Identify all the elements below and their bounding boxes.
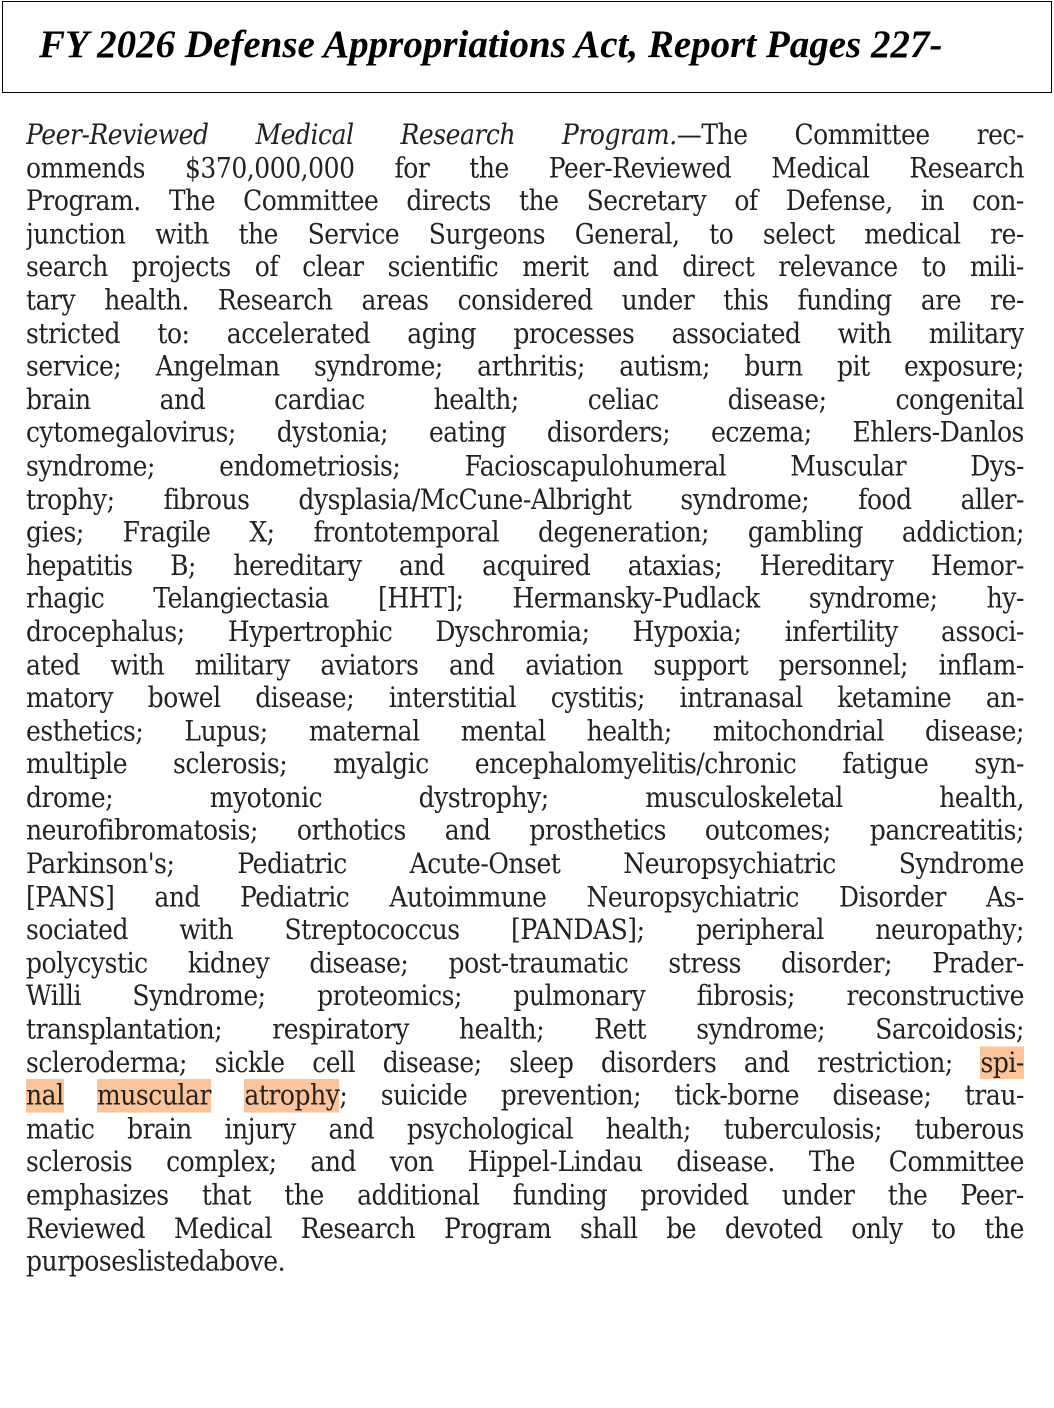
word: Hemor- xyxy=(930,548,1024,582)
word: Program xyxy=(444,1211,552,1245)
word: the xyxy=(238,217,279,250)
word: maternal xyxy=(308,714,420,748)
word: matory xyxy=(26,681,114,714)
word: [PANS] xyxy=(26,880,115,913)
word: fatigue xyxy=(842,747,929,781)
word xyxy=(244,1079,347,1112)
word: gies; xyxy=(26,515,84,549)
word: stress xyxy=(668,946,741,980)
word: Committee xyxy=(888,1145,1024,1178)
text-line xyxy=(26,383,1024,416)
word: Hermansky-Pudlack xyxy=(512,582,760,615)
word: Hypoxia; xyxy=(632,615,742,648)
word: Hippel-Lindau xyxy=(467,1145,643,1178)
word: considered xyxy=(457,283,593,317)
word: and xyxy=(743,1046,790,1079)
word: Acute-Onset xyxy=(409,847,561,880)
word: The xyxy=(808,1145,855,1178)
word: emphasizes xyxy=(26,1178,169,1212)
word: Lupus; xyxy=(184,714,268,748)
text-line xyxy=(26,715,1024,748)
word: with xyxy=(179,913,234,946)
word: purposes xyxy=(26,1244,138,1278)
word: syndrome; xyxy=(313,350,443,383)
word: projects xyxy=(131,250,231,284)
word: General, xyxy=(574,217,680,250)
word: burn xyxy=(744,350,803,383)
word: Peer-Reviewed xyxy=(26,118,209,151)
word: devoted xyxy=(724,1211,823,1245)
word: aviation xyxy=(525,648,623,681)
word: exposure; xyxy=(903,350,1024,383)
word: Research xyxy=(300,1211,416,1245)
word: health; xyxy=(605,1112,691,1145)
text-line xyxy=(26,880,1024,913)
word: brain xyxy=(127,1112,192,1145)
word: matic xyxy=(26,1112,95,1145)
word: esthetics; xyxy=(26,714,144,748)
text-line xyxy=(26,1046,1024,1079)
text-line xyxy=(26,118,1024,151)
word: sclerosis; xyxy=(173,747,288,781)
word: be xyxy=(666,1211,697,1245)
word: are xyxy=(920,283,962,317)
word: aviators xyxy=(320,648,419,681)
word: von xyxy=(389,1145,434,1178)
word: that xyxy=(201,1178,252,1212)
word: health; xyxy=(586,714,672,748)
word: disease; xyxy=(255,681,355,714)
word: and xyxy=(154,880,201,913)
word: eating xyxy=(428,416,507,449)
word: mili- xyxy=(970,250,1024,284)
word: to xyxy=(931,1211,956,1245)
document-title: FY 2026 Defense Appropriations Act, Report Pages 227- xyxy=(39,23,943,66)
highlighted-word: spi- xyxy=(980,1046,1024,1079)
word: rhagic xyxy=(26,582,105,615)
word: reconstructive xyxy=(846,979,1024,1013)
word: and xyxy=(159,383,206,416)
word: tuberculosis; xyxy=(723,1112,882,1145)
report-excerpt xyxy=(26,118,1024,1408)
word: syndrome; xyxy=(808,582,938,615)
word: Secretary xyxy=(586,184,707,217)
text-line xyxy=(26,582,1024,615)
word: Syndrome; xyxy=(132,979,266,1013)
word: trau- xyxy=(964,1079,1024,1112)
text-line xyxy=(26,1013,1024,1046)
word: prevention; xyxy=(500,1079,642,1112)
word: rec- xyxy=(976,118,1024,151)
word: celiac xyxy=(587,383,659,416)
word: injury xyxy=(224,1112,296,1145)
word: Research xyxy=(400,118,516,151)
word: orthotics xyxy=(296,814,406,847)
word: [PANDAS]; xyxy=(511,913,645,946)
word: sociated xyxy=(26,913,129,946)
word: brain xyxy=(26,383,91,416)
word: sclerosis xyxy=(26,1145,133,1178)
word: Defense, xyxy=(785,184,893,217)
word: outcomes; xyxy=(704,814,831,847)
word: congenital xyxy=(895,383,1024,416)
word: restriction; xyxy=(817,1046,953,1079)
word: autism; xyxy=(619,350,711,383)
word: proteomics; xyxy=(317,979,462,1013)
word: and xyxy=(449,648,495,681)
word: Dyschromia; xyxy=(435,615,590,648)
word: Dys- xyxy=(970,449,1024,482)
word: hepatitis xyxy=(26,548,133,582)
word: Service xyxy=(307,217,400,250)
word: pit xyxy=(836,350,870,383)
word: sickle xyxy=(214,1046,285,1079)
word: listed xyxy=(137,1244,205,1278)
text-line xyxy=(26,284,1024,317)
word: aller- xyxy=(960,482,1024,516)
word: pulmonary xyxy=(513,979,646,1013)
word: disorders xyxy=(600,1046,717,1079)
word: Program. xyxy=(26,184,141,217)
word: $370,000,000 xyxy=(184,151,355,184)
word: processes xyxy=(513,316,635,350)
word: relevance xyxy=(778,250,898,284)
highlighted-word: muscular xyxy=(97,1079,212,1112)
word: multiple xyxy=(26,747,128,781)
word: disease; xyxy=(727,383,827,416)
word: merit xyxy=(522,250,589,284)
text-line xyxy=(26,681,1024,714)
word: dystrophy; xyxy=(418,780,549,814)
word: select xyxy=(762,217,835,250)
word: kidney xyxy=(187,946,270,980)
word: drome; xyxy=(26,780,114,814)
word: above. xyxy=(204,1244,286,1278)
word: military xyxy=(928,316,1024,350)
word: Muscular xyxy=(790,449,907,482)
word: Neuropsychiatric xyxy=(623,847,836,880)
word: the xyxy=(284,1178,324,1212)
word: As- xyxy=(985,880,1024,913)
word: junction xyxy=(26,217,126,250)
text-line xyxy=(26,781,1024,814)
word: additional xyxy=(357,1178,480,1212)
word: Reviewed xyxy=(26,1211,146,1245)
word: Surgeons xyxy=(428,217,546,250)
text-line xyxy=(26,847,1024,880)
word: tuberous xyxy=(914,1112,1024,1145)
text-line xyxy=(26,814,1024,847)
text-line xyxy=(26,350,1024,383)
word: Disorder xyxy=(838,880,946,913)
word: prosthetics xyxy=(529,814,667,847)
word: direct xyxy=(682,250,755,284)
word: syndrome; xyxy=(696,1012,826,1046)
word: under xyxy=(621,283,695,317)
word: scleroderma; xyxy=(26,1046,188,1079)
word: funding xyxy=(512,1178,608,1212)
text-line xyxy=(26,1212,1024,1245)
text-line xyxy=(26,317,1024,350)
word: mitochondrial xyxy=(712,714,884,748)
word: Facioscapulohumeral xyxy=(464,449,727,482)
word: Hypertrophic xyxy=(227,615,393,648)
word: to xyxy=(921,250,946,284)
word: of xyxy=(254,250,279,284)
word: fibrosis; xyxy=(696,979,796,1013)
text-line xyxy=(26,615,1024,648)
word: the xyxy=(887,1178,928,1212)
word: frontotemporal xyxy=(313,515,500,549)
word: Syndrome xyxy=(898,847,1024,880)
word: disease; xyxy=(309,946,409,980)
word: disease; xyxy=(382,1046,482,1079)
word: tary xyxy=(26,283,76,317)
text-line xyxy=(26,648,1024,681)
word: respiratory xyxy=(272,1012,409,1046)
word: the xyxy=(469,151,509,184)
word: cell xyxy=(312,1046,356,1079)
word: support xyxy=(653,648,749,681)
word: syn- xyxy=(974,747,1024,781)
word: directs xyxy=(406,184,491,217)
word: with xyxy=(837,316,892,350)
word: clear xyxy=(302,250,364,284)
word: hy- xyxy=(986,582,1024,615)
word: hereditary xyxy=(233,548,362,582)
word: military xyxy=(194,648,290,681)
word: funding xyxy=(797,283,892,317)
word: aging xyxy=(407,316,477,350)
word: for xyxy=(394,151,430,184)
text-line xyxy=(26,1245,1024,1278)
text-line xyxy=(26,217,1024,250)
word: and xyxy=(328,1112,375,1145)
word: Parkinson's; xyxy=(26,847,175,880)
word: re- xyxy=(990,217,1024,250)
word: inflam- xyxy=(938,648,1024,681)
word: disease. xyxy=(676,1145,775,1178)
word: and xyxy=(612,250,659,284)
word: accelerated xyxy=(226,316,371,350)
word: to xyxy=(709,217,734,250)
highlighted-word: nal xyxy=(26,1079,64,1112)
text-line xyxy=(26,980,1024,1013)
word: con- xyxy=(972,184,1024,217)
word: provided xyxy=(640,1178,749,1212)
word: musculoskeletal xyxy=(645,780,843,814)
word: re- xyxy=(990,283,1024,317)
word: with xyxy=(110,648,165,681)
word: to: xyxy=(157,316,190,350)
text-line xyxy=(26,516,1024,549)
word: Sarcoidosis; xyxy=(875,1012,1024,1046)
word: the xyxy=(984,1211,1024,1245)
word: pancreatitis; xyxy=(869,814,1024,847)
word: stricted xyxy=(26,316,121,350)
word: Angelman xyxy=(155,350,280,383)
word: post-traumatic xyxy=(448,946,629,980)
word: eczema; xyxy=(711,416,812,449)
word: ated xyxy=(26,648,80,681)
word: sleep xyxy=(509,1046,574,1079)
word: disease; xyxy=(832,1079,932,1112)
word: drocephalus; xyxy=(26,615,185,648)
word: health. xyxy=(104,283,189,317)
title-box xyxy=(2,1,1052,93)
word: Pediatric xyxy=(240,880,350,913)
word: under xyxy=(781,1178,855,1212)
word: Pediatric xyxy=(237,847,347,880)
text-line xyxy=(26,1145,1024,1178)
word: service; xyxy=(26,350,122,383)
word: Hereditary xyxy=(759,548,894,582)
word: psychological xyxy=(406,1112,574,1145)
text-line xyxy=(26,416,1024,449)
word: [HHT]; xyxy=(378,582,464,615)
word: medical xyxy=(864,217,961,250)
word: only xyxy=(851,1211,903,1245)
word: peripheral xyxy=(695,913,824,946)
text-line xyxy=(26,1112,1024,1145)
word: with xyxy=(155,217,209,250)
word: in xyxy=(920,184,945,217)
word: and xyxy=(310,1145,357,1178)
word: and xyxy=(444,814,491,847)
word: health, xyxy=(939,780,1024,814)
word: Committee xyxy=(243,184,379,217)
text-line xyxy=(26,1179,1024,1212)
word: infertility xyxy=(784,615,898,648)
word: the xyxy=(518,184,559,217)
word: The xyxy=(168,184,216,217)
word: ; xyxy=(339,1079,348,1112)
word: Peer- xyxy=(960,1178,1024,1212)
word: degeneration; xyxy=(537,515,710,549)
word: scientific xyxy=(387,250,499,284)
word: ketamine xyxy=(837,681,952,714)
word: intranasal xyxy=(679,681,803,714)
word: this xyxy=(723,283,769,317)
word: myotonic xyxy=(209,780,323,814)
word: an- xyxy=(985,681,1024,714)
text-line xyxy=(26,483,1024,516)
word: Prader- xyxy=(932,946,1024,980)
word: Willi xyxy=(26,979,81,1013)
word: X; xyxy=(249,515,275,549)
word: endometriosis; xyxy=(219,449,401,482)
word: mental xyxy=(460,714,546,748)
highlighted-word: atrophy xyxy=(244,1079,340,1112)
text-line xyxy=(26,549,1024,582)
word: syndrome; xyxy=(680,482,810,516)
word: acquired xyxy=(482,548,591,582)
word: health; xyxy=(433,383,519,416)
word: Medical xyxy=(173,1211,272,1245)
word: suicide xyxy=(380,1079,468,1112)
text-line xyxy=(26,251,1024,284)
word: trophy; xyxy=(26,482,115,516)
word: arthritis; xyxy=(477,350,585,383)
word: B; xyxy=(170,548,196,582)
word: cytomegalovirus; xyxy=(26,416,236,449)
word: dysplasia/McCune-Albright xyxy=(298,482,632,516)
word: associ- xyxy=(941,615,1024,648)
word: areas xyxy=(361,283,429,317)
word: complex; xyxy=(166,1145,277,1178)
word: Fragile xyxy=(122,515,211,549)
word: ataxias; xyxy=(627,548,723,582)
word: cardiac xyxy=(274,383,365,416)
word: Ehlers-Danlos xyxy=(852,416,1024,449)
word: transplantation; xyxy=(26,1012,223,1046)
word: associated xyxy=(671,316,801,350)
word: ommends xyxy=(26,151,146,184)
word: Streptococcus xyxy=(284,913,460,946)
text-line xyxy=(26,913,1024,946)
word: gambling xyxy=(747,515,864,549)
word: fibrous xyxy=(163,482,250,516)
word: shall xyxy=(579,1211,638,1245)
text-line xyxy=(26,1079,1024,1112)
word: syndrome; xyxy=(26,449,155,482)
word: Medical xyxy=(771,151,870,184)
word: food xyxy=(858,482,912,516)
word: neuropathy; xyxy=(875,913,1024,946)
word: encephalomyelitis/chronic xyxy=(474,747,797,781)
word: disorders; xyxy=(546,416,671,449)
text-line xyxy=(26,947,1024,980)
word: myalgic xyxy=(333,747,429,781)
word: Autoimmune xyxy=(389,880,547,913)
word: bowel xyxy=(147,681,221,714)
text-line xyxy=(26,748,1024,781)
word: tick-borne xyxy=(674,1079,800,1112)
text-line xyxy=(26,151,1024,184)
word: Peer-Reviewed xyxy=(548,151,732,184)
word: personnel; xyxy=(778,648,909,681)
word: Research xyxy=(217,283,333,317)
word: Neuropsychiatric xyxy=(586,880,799,913)
word: search xyxy=(26,250,108,284)
word: Program.—The xyxy=(562,118,748,151)
word: Telangiectasia xyxy=(153,582,329,615)
word: disorder; xyxy=(781,946,893,980)
word: disease; xyxy=(924,714,1024,748)
word: polycystic xyxy=(26,946,148,980)
text-line xyxy=(26,184,1024,217)
word: health; xyxy=(458,1012,545,1046)
word: interstitial xyxy=(388,681,517,714)
word: Committee xyxy=(794,118,930,151)
word: cystitis; xyxy=(550,681,645,714)
word: neurofibromatosis; xyxy=(26,814,258,847)
word: and xyxy=(399,548,445,582)
word: Medical xyxy=(255,118,354,151)
word: Rett xyxy=(594,1012,647,1046)
word: dystonia; xyxy=(276,416,389,449)
word: of xyxy=(734,184,758,217)
word: Research xyxy=(909,151,1024,184)
text-line xyxy=(26,449,1024,482)
word: addiction; xyxy=(901,515,1024,549)
